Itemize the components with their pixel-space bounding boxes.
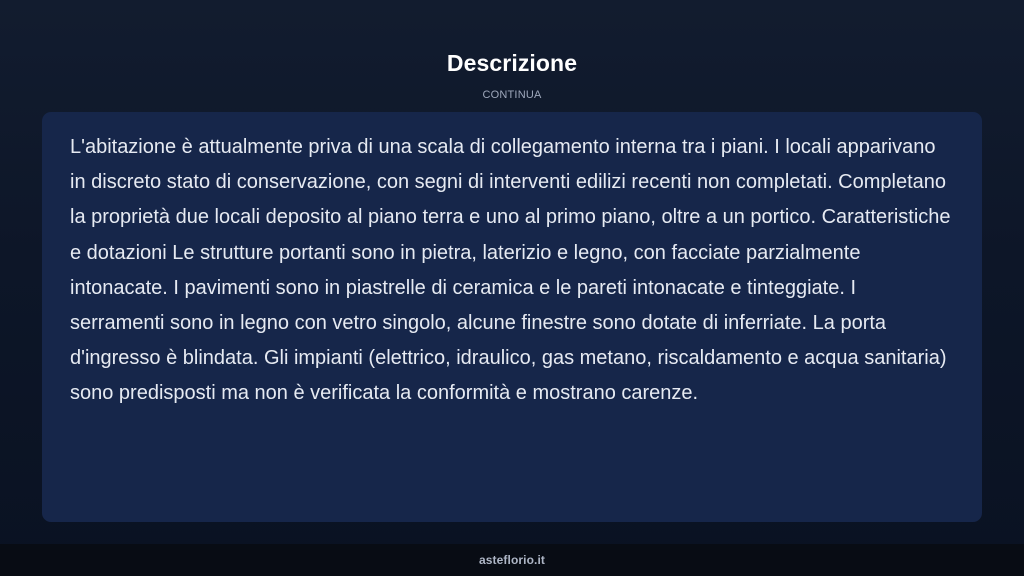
footer-brand: asteflorio.it xyxy=(479,553,545,567)
description-text: L'abitazione è attualmente priva di una scala di collegamento interna tra i piani. I locali apparivano in discreto stato di conservazione, con segni di interventi edilizi recenti non completati. Completano la proprietà due locali deposito al piano terra e uno al primo piano, oltre a un portico. Caratteristiche e dotazioni Le strutture portanti sono in pietra, laterizio e legno, con facciate parzialmente intonacate. I pavimenti sono in piastrelle di ceramica e le pareti intonacate e tinteggiate. I serramenti sono in legno con vetro singolo, alcune finestre sono dotate di inferriate. La porta d'ingresso è blindata. Gli impianti (elettrico, idraulico, gas metano, riscaldamento e acqua sanitaria) sono predisposti ma non è verificata la conformità e mostrano carenze. xyxy=(70,136,951,405)
footer-bar xyxy=(0,544,1024,576)
page-title: Descrizione xyxy=(446,50,578,76)
description-card xyxy=(42,112,982,522)
header xyxy=(0,49,1024,102)
continue-label: CONTINUA xyxy=(482,89,542,101)
